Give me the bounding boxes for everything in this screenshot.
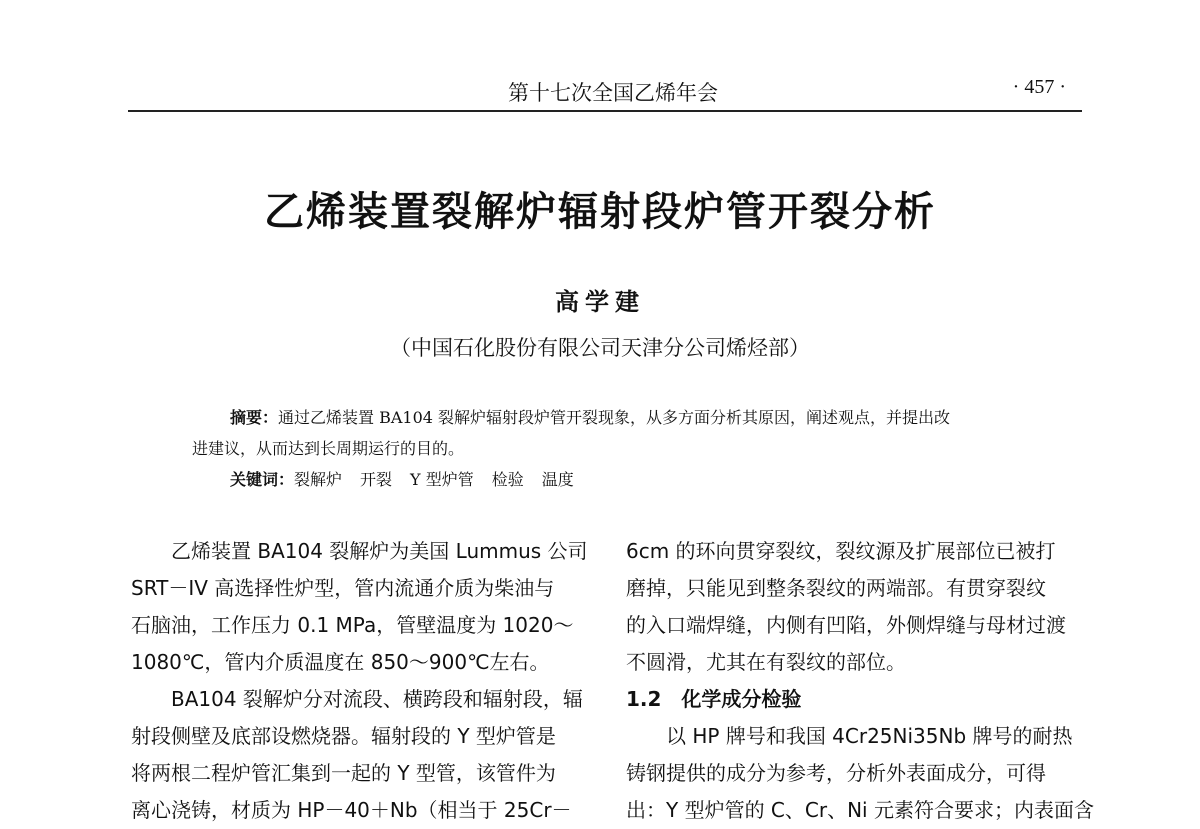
body-line: BA104 裂解炉分对流段、横跨段和辐射段，辐	[171, 687, 583, 711]
keyword: Y 型炉管	[410, 470, 474, 489]
body-line: 磨掉，只能见到整条裂纹的两端部。有贯穿裂纹	[626, 576, 1046, 600]
body-line: SRT－IV 高选择性炉型，管内流通介质为柴油与	[131, 576, 555, 600]
keyword: 检验	[491, 470, 524, 489]
body-line: 不圆滑，尤其在有裂纹的部位。	[626, 650, 906, 674]
body-line: 射段侧壁及底部设燃烧器。辐射段的 Y 型炉管是	[131, 724, 556, 748]
paper-title: 乙烯装置裂解炉辐射段炉管开裂分析	[264, 189, 936, 235]
keyword: 裂解炉	[294, 470, 343, 489]
page-number: · 457 ·	[1012, 76, 1066, 98]
body-line: 离心浇铸，材质为 HP－40＋Nb（相当于 25Cr－	[131, 798, 572, 822]
keyword: 温度	[541, 470, 574, 489]
abstract-label: 摘要：	[230, 408, 279, 427]
body-line: 以 HP 牌号和我国 4Cr25Ni35Nb 牌号的耐热	[666, 724, 1073, 748]
section-heading: 1.2 化学成分检验	[626, 687, 802, 711]
body-line: 铸钢提供的成分为参考，分析外表面成分，可得	[626, 761, 1046, 785]
body-line: 的入口端焊缝，内侧有凹陷，外侧焊缝与母材过渡	[626, 613, 1066, 637]
body-left-column	[131, 533, 587, 829]
body-line: 乙烯装置 BA104 裂解炉为美国 Lummus 公司	[171, 539, 588, 563]
author-name: 高学建	[555, 287, 645, 316]
keywords-label: 关键词：	[230, 470, 295, 489]
body-line: 石脑油，工作压力 0.1 MPa，管壁温度为 1020～	[131, 613, 574, 637]
abstract-line-2: 进建议，从而达到长周期运行的目的。	[192, 439, 465, 458]
journal-name: 第十七次全国乙烯年会	[508, 81, 718, 105]
body-right-column	[626, 533, 1094, 829]
body-line: 1080℃，管内介质温度在 850～900℃左右。	[131, 650, 550, 674]
keywords-line	[192, 464, 1022, 495]
abstract-block	[192, 402, 1022, 495]
keyword: 开裂	[360, 470, 393, 489]
body-line: 将两根二程炉管汇集到一起的 Y 型管，该管件为	[131, 761, 556, 785]
running-header	[128, 74, 1082, 112]
author-affiliation: （中国石化股份有限公司天津分公司烯烃部）	[390, 336, 810, 360]
abstract-text-1: 通过乙烯装置 BA104 裂解炉辐射段炉管开裂现象，从多方面分析其原因，阐述观点，并提出改	[278, 408, 951, 427]
abstract-line-1	[192, 402, 1022, 433]
body-line: 6cm 的环向贯穿裂纹，裂纹源及扩展部位已被打	[626, 539, 1056, 563]
body-line: 出：Y 型炉管的 C、Cr、Ni 元素符合要求；内表面含	[626, 798, 1094, 822]
